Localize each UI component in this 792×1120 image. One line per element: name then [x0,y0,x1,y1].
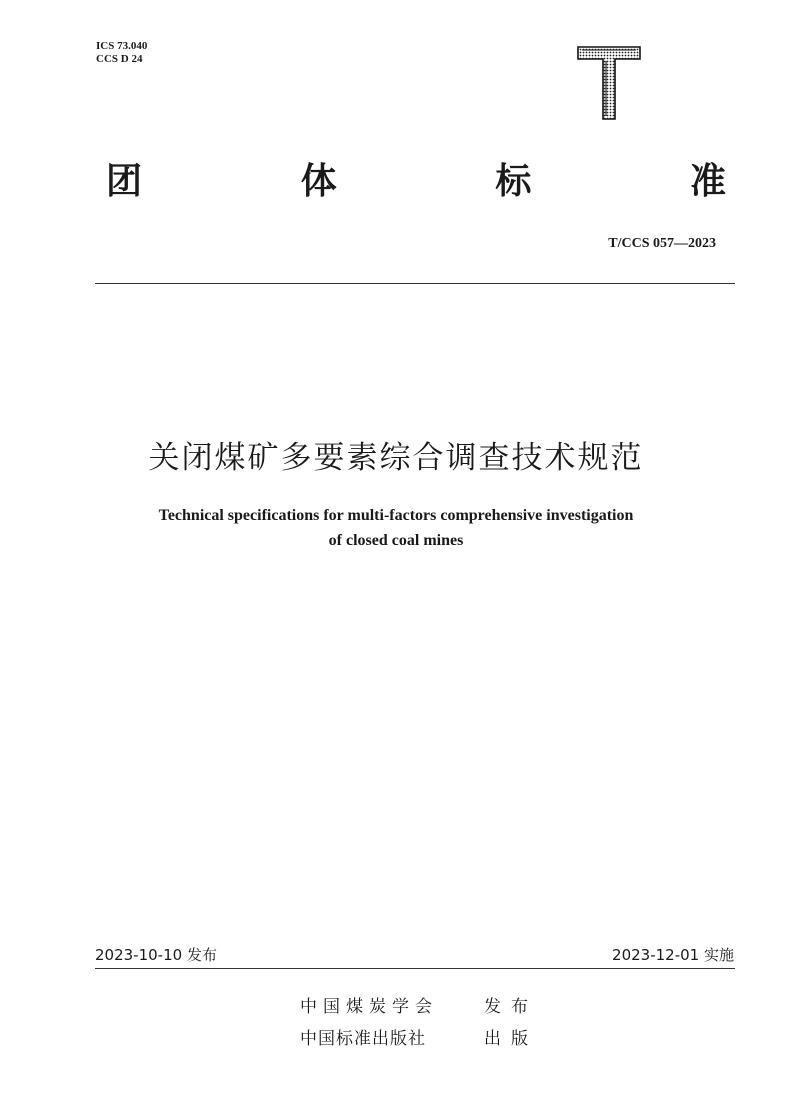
standard-type-char: 团 [106,161,143,202]
standard-type-char: 标 [495,161,532,202]
classification-codes [96,40,147,66]
title-english [0,503,792,553]
title-english-line: Technical specifications for multi-factors comprehensive investigation [158,507,634,524]
standard-number: T/CCS 057—2023 [608,236,716,251]
issuer-role: 发布 [484,997,538,1017]
ics-code: ICS 73.040 [96,40,148,52]
implement-date: 2023-12-01 实施 [612,946,734,964]
standard-type-char: 准 [689,161,726,202]
standard-type-heading [106,160,726,204]
standard-type-char: 体 [300,161,337,202]
issuer-name: 中国煤炭学会 [300,997,438,1017]
bottom-divider [95,968,735,969]
top-divider [95,283,735,284]
ccs-code: CCS D 24 [96,53,143,65]
title-chinese: 关闭煤矿多要素综合调查技术规范 [148,440,644,476]
standard-t-logo [576,45,642,121]
publish-date: 2023-10-10 发布 [95,946,217,964]
title-english-line: of closed coal mines [328,532,464,549]
issuer-name: 中国标准出版社 [300,1029,426,1049]
issuer-role: 出版 [484,1029,538,1049]
